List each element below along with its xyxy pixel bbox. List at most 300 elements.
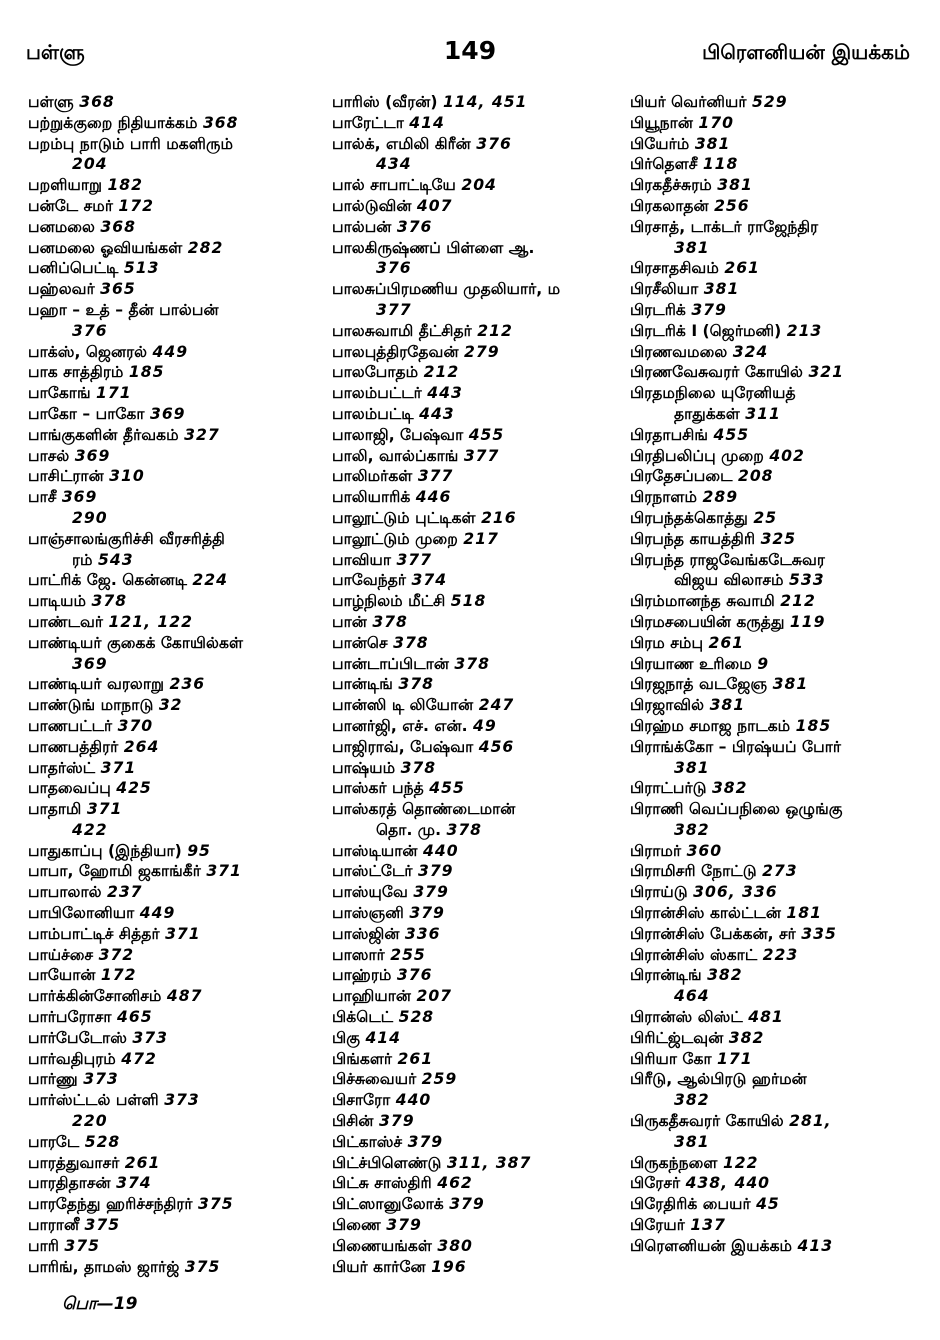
index-term: பிகு (332, 1028, 360, 1047)
index-term: பாழ்நிலம் மீட்சி (332, 592, 446, 611)
page-reference: 455 (468, 425, 505, 444)
index-term: பிரபந்த ராஜவேங்கடேசுவர (630, 550, 825, 569)
index-entry (28, 612, 318, 633)
index-entry (630, 674, 920, 695)
page-reference: 379 (449, 1195, 485, 1214)
page-reference: 368 (79, 93, 115, 111)
page-reference: 261 (397, 1049, 434, 1068)
page-reference: 247 (478, 696, 515, 715)
page-reference: 379 (409, 904, 445, 923)
page-reference: 518 (450, 592, 487, 611)
index-term: பாஸ்ஜின் (332, 924, 400, 943)
index-entry (630, 570, 920, 591)
index-term: பாஹியான் (332, 987, 412, 1006)
index-entry (332, 924, 624, 945)
index-term: பிரியா கோ (630, 1049, 712, 1068)
index-term: பால்க், எமிலி கிரீன் (332, 134, 471, 153)
index-term: பனமலை ஓவியங்கள் (28, 238, 183, 257)
page-reference: 255 (390, 945, 426, 964)
page-reference: 528 (398, 1008, 435, 1027)
index-entry (630, 1111, 920, 1132)
page-reference: 236 (169, 675, 206, 694)
index-term: பாதவைப்பு (28, 779, 111, 798)
page-reference: 25 (753, 508, 778, 527)
page-reference: 336 (404, 924, 441, 943)
page-reference: 261 (724, 259, 760, 278)
page-reference: 204 (72, 155, 108, 174)
page-reference: 374 (411, 571, 448, 590)
index-term: பாலியாரிக் (332, 488, 411, 507)
index-term: பார்பரோசா (28, 1008, 112, 1027)
page-reference: 422 (72, 820, 108, 839)
page-reference: 379 (379, 1112, 415, 1131)
index-term: பிங்களர் (332, 1049, 393, 1068)
index-entry (630, 425, 920, 446)
index-column-2 (332, 92, 624, 1277)
index-term: பாஸ்கர் பந்த் (332, 779, 424, 798)
index-entry (332, 508, 624, 529)
index-term: தொ. மு. (376, 820, 442, 839)
page-reference: 213 (786, 321, 823, 340)
index-entry (630, 945, 920, 966)
index-term: பாண்டியர் குகைக் கோயில்கள் (28, 633, 244, 652)
index-entry (630, 758, 920, 779)
index-term: பிரசாதசிவம் (630, 259, 719, 278)
index-entry (332, 446, 624, 467)
index-term: பாரிஸ் (வீரன்) (332, 93, 438, 111)
index-term: பிரகதீச்சுரம் (630, 176, 712, 195)
page-reference: 279 (464, 342, 500, 361)
index-entry (630, 529, 920, 550)
page-reference: 379 (413, 883, 449, 902)
index-entry (332, 321, 624, 342)
index-entry (332, 841, 624, 862)
index-entry (332, 799, 624, 820)
index-entry (28, 487, 318, 508)
page-reference: 377 (396, 550, 433, 569)
page-reference: 440 (423, 841, 459, 860)
index-term: பார்பேடோஸ் (28, 1028, 127, 1047)
index-term: பிச்சுவையர் (332, 1070, 417, 1089)
page-reference: 324 (732, 342, 769, 361)
page-reference: 369 (149, 404, 186, 423)
page-reference: 373 (83, 1070, 119, 1089)
index-entry (332, 425, 624, 446)
index-entry (28, 258, 318, 279)
page-reference: 122 (722, 1153, 759, 1172)
index-term: பாணபத்திரர் (28, 737, 119, 756)
index-term: பிட்காஸ்ச் (332, 1132, 403, 1151)
index-entry (630, 903, 920, 924)
page-reference: 372 (98, 945, 135, 964)
index-term: பிட்ச்பிளெண்டு (332, 1153, 442, 1172)
index-term: பாவேந்தர் (332, 571, 407, 590)
printer-signature: பொ—19 (62, 1294, 138, 1314)
index-entry (630, 404, 920, 425)
index-term: பார்வதிபுரம் (28, 1049, 116, 1068)
index-entry (28, 113, 318, 134)
index-term: பிணையங்கள் (332, 1236, 432, 1255)
page-reference: 375 (64, 1236, 100, 1255)
index-entry (630, 508, 920, 529)
index-entry (28, 737, 318, 758)
index-term: பாஹ்ரம் (332, 966, 392, 985)
index-entry (28, 1132, 318, 1153)
index-entry (28, 1069, 318, 1090)
index-entry (332, 654, 624, 675)
index-term: பான் (332, 612, 367, 631)
index-entry (28, 508, 318, 529)
page-reference: 369 (61, 488, 98, 507)
index-entry (28, 1173, 318, 1194)
page-reference: 371 (100, 758, 137, 777)
page-reference: 371 (86, 800, 123, 819)
index-term: பிரம சம்பு (630, 633, 704, 652)
page-reference: 172 (118, 196, 154, 215)
page-reference: 380 (437, 1236, 473, 1255)
index-entry (332, 861, 624, 882)
page-reference: 529 (752, 93, 788, 111)
index-entry (28, 383, 318, 404)
index-entry (332, 134, 624, 155)
page-reference: 368 (202, 113, 239, 132)
index-term: பிருகந்நளை (630, 1153, 718, 1172)
index-entry (332, 258, 624, 279)
index-entry (28, 1007, 318, 1028)
index-entry (28, 321, 318, 342)
index-term: பாசல் (28, 446, 70, 465)
page-reference: 321 (808, 363, 844, 382)
page-reference: 381 (772, 675, 809, 694)
index-term: பாகோ – பாகோ (28, 404, 145, 423)
page-reference: 449 (152, 342, 189, 361)
page-reference: 378 (400, 758, 437, 777)
index-entry (630, 300, 920, 321)
index-term: பிரஜநாத் வடஜேஞ (630, 675, 768, 694)
index-term: பார்ஸ்ட்டல் பள்ளி (28, 1091, 159, 1110)
page-reference: 45 (756, 1195, 780, 1214)
page-reference: 216 (481, 508, 517, 527)
index-entry (630, 466, 920, 487)
page-reference: 182 (107, 176, 144, 195)
page-reference: 212 (780, 592, 816, 611)
index-term: பாசிட்ரான் (28, 467, 104, 486)
index-term: பிருகதீசுவரர் கோயில் (630, 1112, 784, 1131)
running-head-right: பிரௌனியன் இயக்கம் (702, 40, 910, 64)
index-term: பஹ்லவர் (28, 280, 95, 299)
index-term: பிரதிபலிப்பு முறை (630, 446, 764, 465)
index-entry (630, 487, 920, 508)
index-term: பாரதேந்து ஹரிச்சந்திரர் (28, 1195, 193, 1214)
page-reference: 377 (417, 467, 454, 486)
index-term: பாதர்ஸ்ட் (28, 758, 96, 777)
index-entry (332, 487, 624, 508)
index-term: பிரதமநிலை யுரேனியத் (630, 384, 796, 403)
index-term: பாஸ்ஞனி (332, 904, 404, 923)
page-reference: 382 (674, 1091, 710, 1110)
page-reference: 207 (416, 987, 453, 1006)
page-reference: 376 (396, 966, 433, 985)
index-term: பாலபோதம் (332, 363, 419, 382)
index-entry (28, 799, 318, 820)
page-reference: 370 (117, 716, 154, 735)
index-entry (630, 342, 920, 363)
index-entry (28, 965, 318, 986)
page-reference: 381 (674, 758, 710, 777)
index-term: பிரசாத், டாக்டர் ராஜேந்திர (630, 217, 819, 236)
page-reference: 513 (123, 259, 160, 278)
page-reference: 311, 387 (446, 1153, 532, 1172)
page-reference: 273 (762, 862, 798, 881)
index-entry (630, 1194, 920, 1215)
page-reference: 443 (427, 384, 463, 403)
index-term: பாபா, ஹோமி ஜகாங்கீர் (28, 862, 201, 881)
index-entry (28, 861, 318, 882)
index-term: பாலி, வால்ப்காங் (332, 446, 459, 465)
index-entry (332, 612, 624, 633)
index-entry (332, 362, 624, 383)
page-reference: 378 (393, 633, 429, 652)
index-entry (332, 1153, 624, 1174)
page-reference: 414 (409, 113, 445, 132)
page-reference: 181 (786, 904, 822, 923)
page-reference: 440 (395, 1091, 432, 1110)
index-entry (332, 778, 624, 799)
page-reference: 212 (477, 321, 513, 340)
index-entry (630, 196, 920, 217)
index-entry (630, 591, 920, 612)
page-reference: 402 (769, 446, 805, 465)
index-term: பிரபந்தக்கொத்து (630, 508, 748, 527)
page-reference: 377 (463, 446, 500, 465)
index-entry (28, 446, 318, 467)
index-entry (28, 633, 318, 654)
page-reference: 374 (116, 1174, 152, 1193)
index-entry (28, 404, 318, 425)
index-term: பால்டுவின் (332, 196, 412, 215)
page-reference: 204 (461, 176, 497, 195)
index-entry (28, 1215, 318, 1236)
page-reference: 368 (100, 217, 136, 236)
index-term: பாரடே (28, 1132, 80, 1151)
index-entry (332, 945, 624, 966)
index-entry (332, 695, 624, 716)
index-term: பாரானீ (28, 1216, 80, 1235)
page-reference: 360 (686, 841, 723, 860)
index-term: பார்ணு (28, 1070, 78, 1089)
index-term: பாலசுப்பிரமணிய முதலியார், ம (332, 280, 561, 299)
page-reference: 379 (386, 1216, 422, 1235)
page-reference: 335 (801, 924, 837, 943)
index-entry (630, 154, 920, 175)
index-entry (28, 134, 318, 155)
index-term: பாலசுவாமி தீட்சிதர் (332, 321, 472, 340)
index-term: பாரி (28, 1236, 59, 1255)
page-reference: 185 (795, 716, 832, 735)
index-term: பிரடரிக் I (ஜெர்மனி) (630, 321, 782, 340)
index-term: பியர் கார்னே (332, 1257, 426, 1276)
index-entry (28, 175, 318, 196)
page-reference: 376 (72, 321, 108, 340)
index-term: பிரிட்ஜ்டவுன் (630, 1028, 724, 1047)
page-reference: 259 (421, 1070, 458, 1089)
index-term: பாடியம் (28, 592, 87, 611)
index-entry (332, 154, 624, 175)
index-term: பிரநாளம் (630, 488, 698, 507)
page-reference: 311 (745, 404, 781, 423)
index-entry (332, 1007, 624, 1028)
index-entry (332, 758, 624, 779)
index-term: பார்க்கின்சோனிசம் (28, 987, 162, 1006)
index-entry (630, 1069, 920, 1090)
index-entry (28, 362, 318, 383)
index-term: பாயோன் (28, 966, 96, 985)
page-reference: 376 (376, 259, 412, 278)
page-reference: 381 (694, 134, 731, 153)
index-entry (28, 903, 318, 924)
index-term: பஹா – உத் – தீன் பால்பன் (28, 300, 219, 319)
index-entry (332, 113, 624, 134)
page-reference: 289 (702, 488, 739, 507)
index-term: பாரேட்டா (332, 113, 404, 132)
page-reference: 224 (192, 571, 228, 590)
page-reference: 425 (116, 779, 152, 798)
index-term: பிரணவமலை (630, 342, 728, 361)
index-term: பிராங்க்கோ – பிரஷ்யப் போர் (630, 737, 842, 756)
page-reference: 185 (128, 363, 165, 382)
index-entry (332, 716, 624, 737)
index-entry (28, 196, 318, 217)
index-term: பனமலை (28, 217, 95, 236)
index-term: பாபிலோனியா (28, 904, 135, 923)
index-term: பிரமசபையின் கருத்து (630, 612, 785, 631)
page-reference: 407 (416, 196, 453, 215)
page-reference: 281, (789, 1112, 832, 1131)
index-term: பிரீடு, ஆல்பிரடு ஹர்மன் (630, 1070, 807, 1089)
index-term: பிரான்டிங் (630, 966, 702, 985)
index-entry (332, 550, 624, 571)
index-term: பாரத்துவாசர் (28, 1153, 120, 1172)
index-term: பாஸார் (332, 945, 385, 964)
index-term: பாஸ்யுவே (332, 883, 408, 902)
index-entry (28, 217, 318, 238)
index-entry (332, 1194, 624, 1215)
index-entry (630, 383, 920, 404)
index-entry (28, 986, 318, 1007)
page-reference: 223 (762, 945, 799, 964)
index-entry (630, 1132, 920, 1153)
page-reference: 528 (84, 1132, 121, 1151)
index-term: பிரபந்த காயத்திரி (630, 529, 756, 548)
index-entry (332, 903, 624, 924)
page-reference: 261 (124, 1153, 161, 1172)
index-entry (630, 238, 920, 259)
index-entry (28, 841, 318, 862)
index-entry (630, 1090, 920, 1111)
page-reference: 172 (100, 966, 137, 985)
index-entry (630, 1236, 920, 1257)
index-term: பாஜிராவ், பேஷ்வா (332, 737, 474, 756)
index-term: பான்ஸி டி லியோன் (332, 696, 474, 715)
page-reference: 378 (446, 820, 483, 839)
index-term: பானர்ஜி, எச். என். (332, 716, 468, 735)
page-reference: 119 (789, 612, 826, 631)
index-term: பிராட்பர்டு (630, 779, 707, 798)
index-entry (28, 1194, 318, 1215)
index-entry (28, 778, 318, 799)
index-term: பிரான்ஸ் லிஸ்ட் (630, 1008, 743, 1027)
index-entry (630, 258, 920, 279)
index-term: பிரதாபசிங் (630, 425, 709, 444)
index-entry (332, 1049, 624, 1070)
page-reference: 220 (72, 1112, 108, 1131)
page-reference: 382 (711, 779, 748, 798)
page-reference: 256 (714, 196, 750, 215)
index-entry (630, 550, 920, 571)
index-term: பாண்டியர் வரலாறு (28, 675, 165, 694)
index-entry (332, 882, 624, 903)
index-term: பிராய்டு (630, 883, 688, 902)
index-entry (28, 529, 318, 550)
index-entry (630, 175, 920, 196)
index-term: பாரிங், தாமஸ் ஜார்ஜ் (28, 1257, 180, 1276)
index-term: பிசின் (332, 1112, 374, 1131)
index-term: பான்டாப்பிடான் (332, 654, 449, 673)
page-reference: 375 (184, 1257, 221, 1276)
page-reference: 455 (713, 425, 750, 444)
index-term: பாதுகாப்பு (இந்தியா) (28, 841, 182, 860)
page-reference: 379 (417, 862, 454, 881)
index-entry (28, 300, 318, 321)
index-entry (28, 924, 318, 945)
index-term: பிணை (332, 1216, 381, 1235)
index-entry (332, 1215, 624, 1236)
page-reference: 137 (690, 1216, 726, 1235)
index-term: பனிப்பெட்டி (28, 259, 119, 278)
index-entry (28, 570, 318, 591)
page-reference: 327 (184, 425, 220, 444)
index-term: பாலபுத்திரதேவன் (332, 342, 459, 361)
index-term: பிட்சு சாஸ்திரி (332, 1174, 432, 1193)
index-entry (332, 238, 624, 259)
index-entry (28, 674, 318, 695)
index-term: பிரஹ்ம சமாஜ நாடகம் (630, 716, 791, 735)
index-entry (630, 799, 920, 820)
index-term: பிரதேசப்படை (630, 467, 733, 486)
page-reference: 369 (74, 446, 111, 465)
index-term: பாலம்பட்டி (332, 404, 414, 423)
index-entry (332, 92, 624, 113)
index-term: பிரயாண உரிமை (630, 654, 752, 673)
index-entry (28, 1153, 318, 1174)
index-entry (630, 446, 920, 467)
page-reference: 114, 451 (442, 93, 528, 111)
index-term: பாதாமி (28, 800, 82, 819)
index-term: பாஷ்யம் (332, 758, 396, 777)
page-reference: 381 (674, 1132, 710, 1151)
index-term: பான்டிங் (332, 675, 393, 694)
page-reference: 376 (396, 217, 433, 236)
index-entry (630, 92, 920, 113)
index-entry (28, 591, 318, 612)
index-entry (630, 695, 920, 716)
page-reference: 464 (674, 987, 710, 1006)
index-entry (28, 1090, 318, 1111)
index-term: பாண்டவர் (28, 612, 104, 631)
index-entry (630, 737, 920, 758)
index-entry (332, 1028, 624, 1049)
index-entry (630, 1215, 920, 1236)
